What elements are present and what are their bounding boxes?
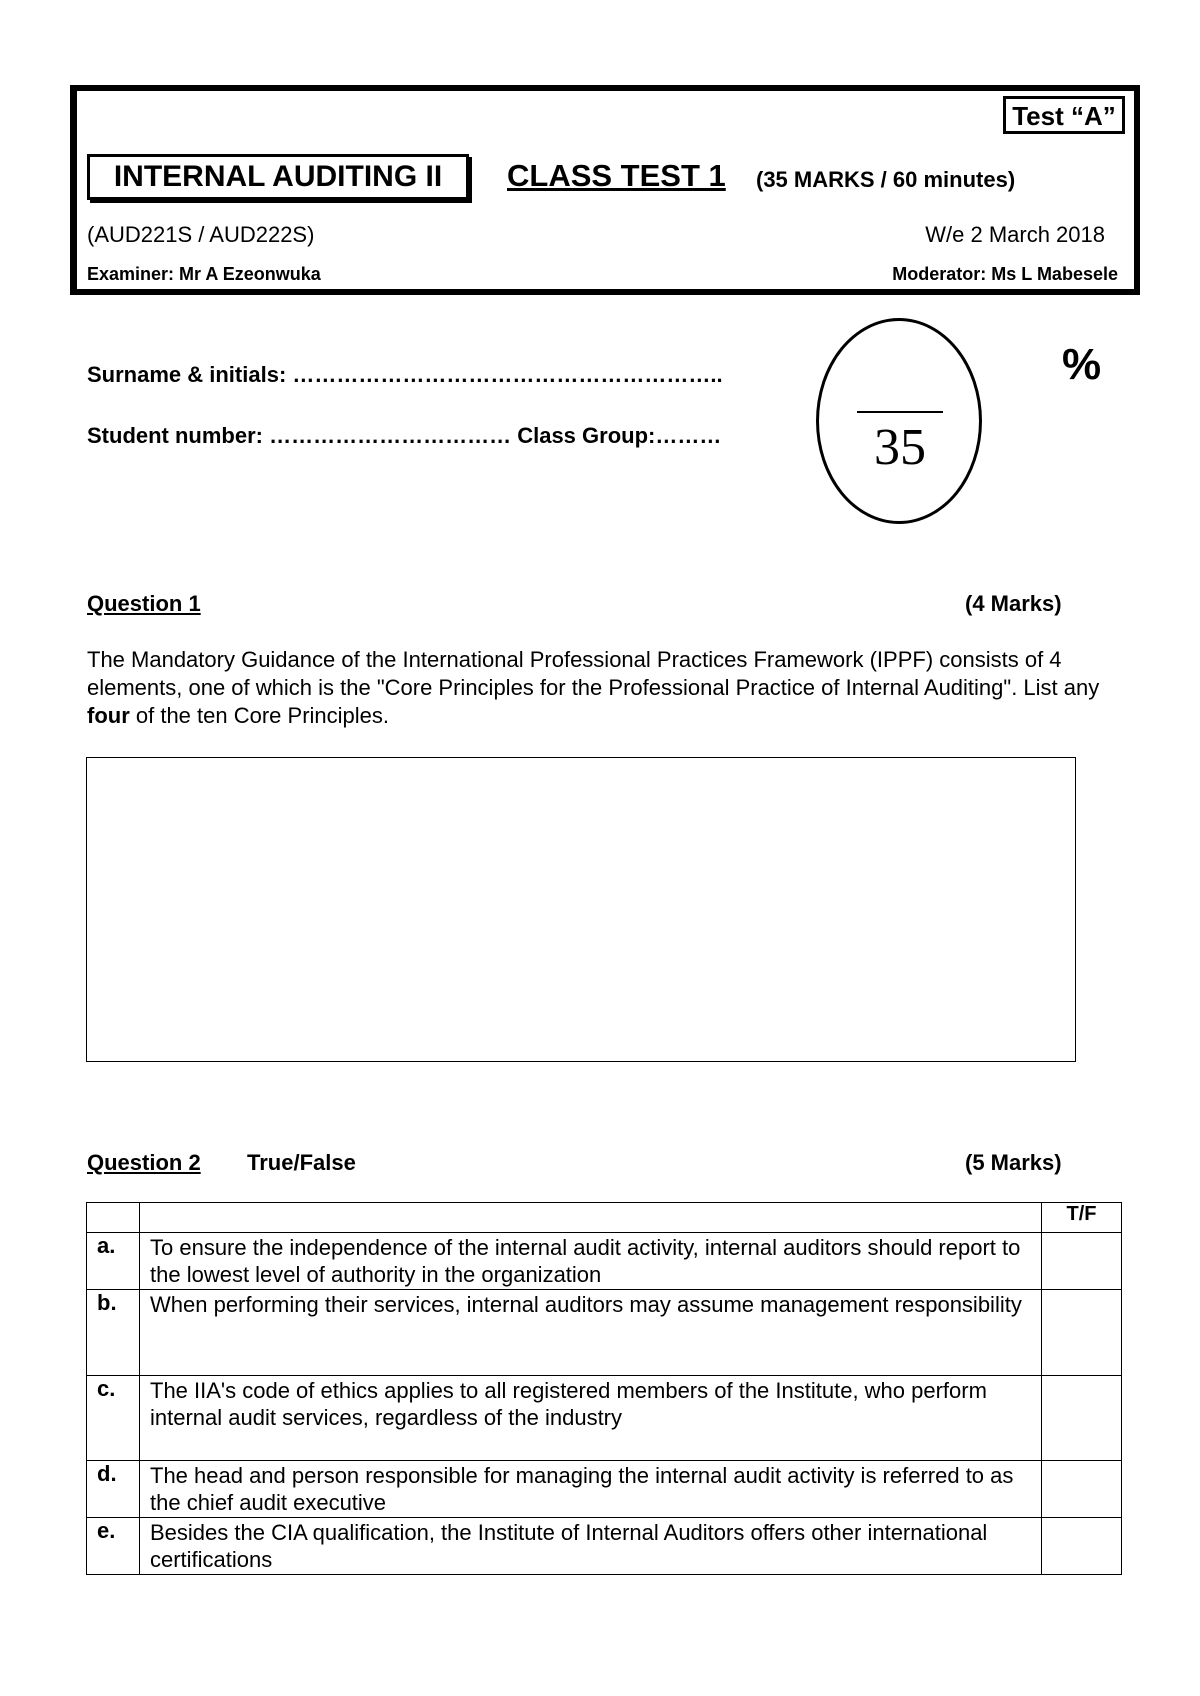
tf-answer-cell[interactable] — [1042, 1376, 1122, 1461]
test-marks: (35 MARKS / 60 minutes) — [756, 167, 1016, 192]
row-label: c. — [87, 1376, 140, 1461]
table-row — [87, 1518, 1122, 1575]
row-label: d. — [87, 1461, 140, 1518]
row-statement: Besides the CIA qualification, the Institute of Internal Auditors offers other international certifications — [140, 1518, 1042, 1575]
course-codes: (AUD221S / AUD222S) — [87, 222, 315, 247]
student-number-field[interactable]: Student number: …………………………… Class Group:……… — [87, 423, 722, 448]
moderator: Moderator: Ms L Mabesele — [892, 264, 1118, 284]
row-label: e. — [87, 1518, 140, 1575]
question-2-subtitle: True/False — [247, 1150, 356, 1175]
test-variant-label: Test “A” — [1003, 96, 1125, 134]
table-header-row — [87, 1203, 1122, 1233]
tf-answer-cell[interactable] — [1042, 1290, 1122, 1376]
tf-answer-cell[interactable] — [1042, 1233, 1122, 1290]
header-cell-label — [87, 1203, 140, 1233]
row-statement: The head and person responsible for managing the internal audit activity is referred to as the chief audit executive — [140, 1461, 1042, 1518]
question-2-marks: (5 Marks) — [965, 1150, 1062, 1175]
row-statement: To ensure the independence of the internal audit activity, internal auditors should report to the lowest level of authority in the organization — [140, 1233, 1042, 1290]
tf-column-header: T/F — [1042, 1203, 1122, 1233]
question-1-answer-box[interactable] — [86, 757, 1076, 1062]
question-1-text-start: The Mandatory Guidance of the International Professional Practices Framework (IPPF) consists of 4 elements, one of which is the "Core Principles for the Professional Practice of Internal Auditing". List any — [87, 647, 1100, 700]
header-cell-statement — [140, 1203, 1042, 1233]
table-row — [87, 1290, 1122, 1376]
row-label: b. — [87, 1290, 140, 1376]
examiner: Examiner: Mr A Ezeonwuka — [87, 264, 321, 284]
question-2-heading: Question 2 — [87, 1150, 201, 1175]
question-1-body — [87, 646, 1137, 730]
table-row — [87, 1376, 1122, 1461]
question-1-marks: (4 Marks) — [965, 591, 1062, 616]
row-label: a. — [87, 1233, 140, 1290]
course-title: INTERNAL AUDITING II — [87, 154, 469, 200]
table-row — [87, 1461, 1122, 1518]
test-date: W/e 2 March 2018 — [925, 222, 1105, 247]
surname-field[interactable]: Surname & initials: ………………………………………………….. — [87, 362, 723, 387]
score-fraction-line — [857, 411, 943, 413]
table-row — [87, 1233, 1122, 1290]
row-statement: The IIA's code of ethics applies to all registered members of the Institute, who perform internal audit services, regardless of the industry — [140, 1376, 1042, 1461]
question-1-text-end: of the ten Core Principles. — [129, 703, 390, 728]
question-1-emphasis: four — [87, 703, 130, 728]
tf-answer-cell[interactable] — [1042, 1461, 1122, 1518]
row-statement: When performing their services, internal auditors may assume management responsibility — [140, 1290, 1042, 1376]
true-false-table — [86, 1202, 1122, 1575]
tf-answer-cell[interactable] — [1042, 1518, 1122, 1575]
score-total: 35 — [874, 419, 926, 476]
test-title: CLASS TEST 1 — [507, 158, 726, 193]
question-1-heading: Question 1 — [87, 591, 201, 616]
percent-sign: % — [1062, 340, 1102, 389]
